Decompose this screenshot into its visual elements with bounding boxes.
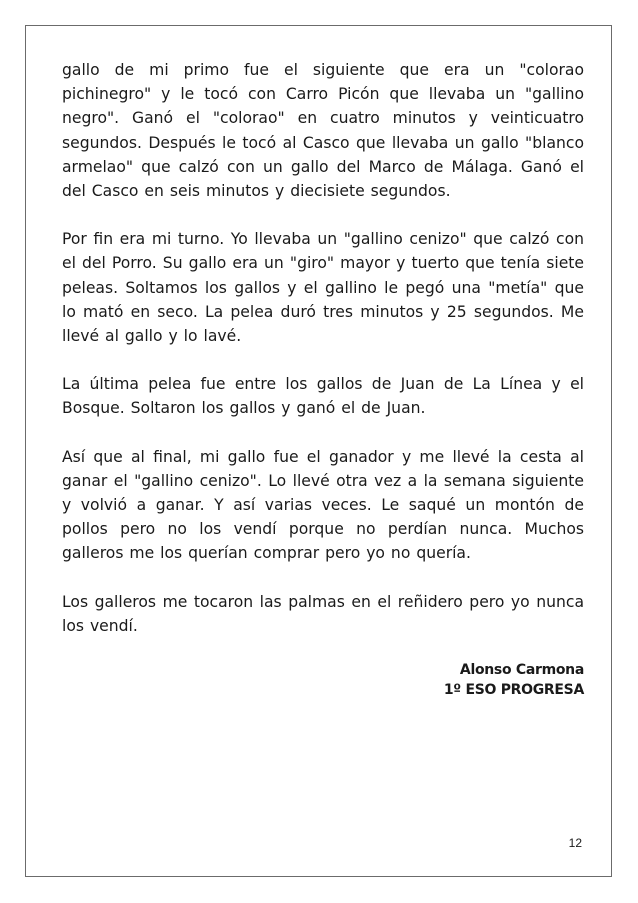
signature-block [444,660,584,700]
author-name: Alonso Carmona [459,662,584,678]
paragraph-3: La última pelea fue entre los gallos de Juan de La Línea y el Bosque. Soltaron los gallos y ganó el de Juan. [62,375,584,418]
paragraph-2: Por fin era mi turno. Yo llevaba un "gallino cenizo" que calzó con el del Porro. Su gallo era un "giro" mayor y tuerto que tenía siete peleas. Soltamos los gallos y el gallino le pegó una "metía" que lo mató en seco. La pelea duró tres minutos y 25 segundos. Me llevé al gallo y lo lavé. [62,230,584,346]
paragraph-4: Así que al final, mi gallo fue el ganador y me llevé la cesta al ganar el "gallino cenizo". Lo llevé otra vez a la semana siguiente y volvió a ganar. Y así varias veces. Le saqué un montón de pollos pero no los vendí porque no perdían nunca. Muchos galleros me los querían comprar pero yo no quería. [62,447,584,563]
page-number: 12 [568,836,582,850]
author-class: 1º ESO PROGRESA [443,682,584,698]
paragraph-1: gallo de mi primo fue el siguiente que era un "colorao pichinegro" y le tocó con Carro Picón que llevaba un "gallino negro". Ganó el "colorao" en cuatro minutos y veinticuatro segundos. Después le tocó al Casco que llevaba un gallo "blanco armelao" que calzó con un gallo del Marco de Málaga. Ganó el del Casco en seis minutos y diecisiete segundos. [62,61,584,201]
paragraph-5: Los galleros me tocaron las palmas en el reñidero pero yo nunca los vendí. [62,592,584,635]
document-body [62,58,584,662]
